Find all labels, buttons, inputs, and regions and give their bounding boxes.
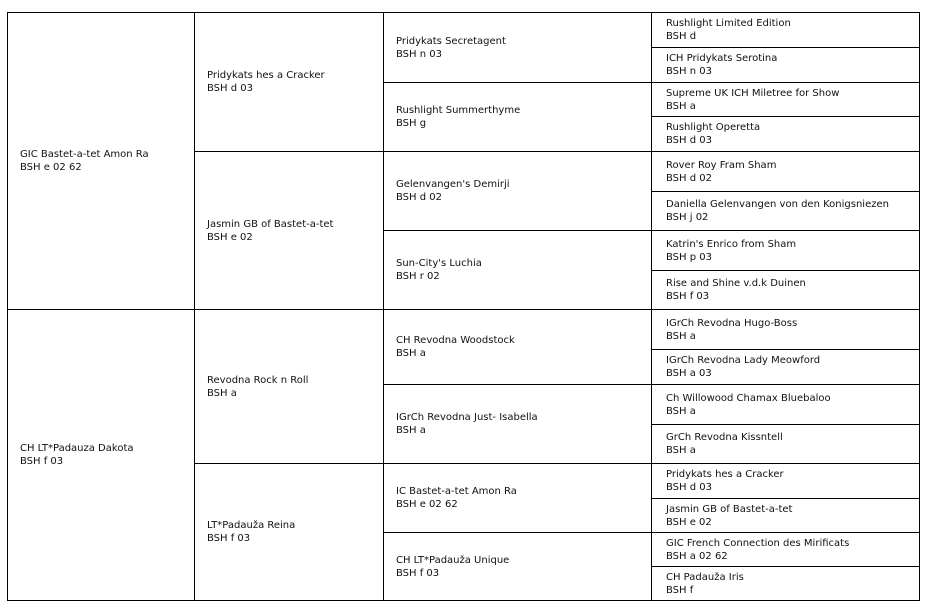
cat-name: CH Revodna Woodstock bbox=[396, 335, 515, 346]
cat-entry bbox=[396, 257, 647, 283]
breed-code: BSH d 02 bbox=[396, 192, 442, 203]
great-grandparent-cell bbox=[383, 384, 652, 464]
cat-entry bbox=[666, 277, 915, 303]
cat-name: Jasmin GB of Bastet-a-tet bbox=[207, 218, 334, 230]
great-great-grandparent-cell bbox=[651, 532, 920, 567]
breed-code: BSH f bbox=[666, 584, 694, 596]
great-grandparent-cell bbox=[383, 309, 652, 385]
grandparent-cell bbox=[194, 151, 384, 310]
grandparent-cell bbox=[194, 309, 384, 464]
cat-entry bbox=[666, 198, 915, 224]
breed-code: BSH d 03 bbox=[207, 83, 253, 94]
grandparent-cell bbox=[194, 12, 384, 152]
cat-entry bbox=[396, 485, 647, 511]
breed-code: BSH r 02 bbox=[396, 271, 440, 282]
great-grandparent-cell bbox=[383, 532, 652, 601]
cat-entry bbox=[207, 218, 379, 244]
great-great-grandparent-cell bbox=[651, 309, 920, 350]
great-grandparent-cell bbox=[383, 463, 652, 533]
breed-code: BSH n 03 bbox=[666, 66, 712, 77]
cat-name: CH Padauža Iris bbox=[666, 571, 744, 583]
cat-name: IGrCh Revodna Hugo-Boss bbox=[666, 317, 798, 329]
cat-name: Daniella Gelenvangen von den Konigsniezen bbox=[666, 199, 889, 210]
great-great-grandparent-cell bbox=[651, 191, 920, 231]
cat-entry bbox=[396, 411, 647, 437]
cat-entry bbox=[396, 554, 647, 580]
breed-code: BSH a bbox=[396, 348, 426, 359]
cat-name: Rushlight Operetta bbox=[666, 122, 761, 133]
great-grandparent-cell bbox=[383, 151, 652, 231]
cat-entry bbox=[20, 148, 190, 174]
cat-name: Rushlight Limited Edition bbox=[666, 18, 791, 29]
breed-code: BSH a bbox=[666, 100, 696, 112]
cat-name: Katrin's Enrico from Sham bbox=[666, 238, 797, 250]
breed-code: BSH d 03 bbox=[666, 482, 712, 493]
cat-name: Rise and Shine v.d.k Duinen bbox=[666, 278, 806, 289]
breed-code: BSH f 03 bbox=[666, 291, 710, 302]
breed-code: BSH p 03 bbox=[666, 251, 712, 263]
great-great-grandparent-cell bbox=[651, 566, 920, 601]
cat-name: Rushlight Summerthyme bbox=[396, 105, 521, 116]
breed-code: BSH j 02 bbox=[666, 212, 709, 223]
breed-code: BSH a bbox=[666, 445, 696, 456]
cat-entry bbox=[666, 52, 915, 78]
breed-code: BSH d 02 bbox=[666, 172, 712, 184]
great-great-grandparent-cell bbox=[651, 12, 920, 48]
cat-name: CH LT*Padauža Unique bbox=[396, 554, 510, 566]
great-great-grandparent-cell bbox=[651, 270, 920, 310]
breed-code: BSH f 03 bbox=[207, 533, 251, 544]
great-great-grandparent-cell bbox=[651, 82, 920, 117]
breed-code: BSH d bbox=[666, 31, 697, 42]
cat-entry bbox=[396, 334, 647, 360]
great-grandparent-cell bbox=[383, 82, 652, 152]
cat-name: IGrCh Revodna Just- Isabella bbox=[396, 412, 538, 423]
cat-entry bbox=[666, 503, 915, 529]
great-grandparent-cell bbox=[383, 12, 652, 83]
breed-code: BSH n 03 bbox=[396, 48, 442, 60]
breed-code: BSH d 03 bbox=[666, 135, 712, 146]
cat-entry bbox=[666, 17, 915, 43]
cat-entry bbox=[666, 431, 915, 457]
cat-name: Rover Roy Fram Sham bbox=[666, 159, 777, 171]
cat-name: Supreme UK ICH Miletree for Show bbox=[666, 87, 840, 99]
cat-name: GIC French Connection des Mirificats bbox=[666, 537, 850, 549]
parent-cell bbox=[7, 309, 195, 601]
cat-name: IGrCh Revodna Lady Meowford bbox=[666, 355, 821, 366]
breed-code: BSH a bbox=[207, 387, 237, 399]
great-great-grandparent-cell bbox=[651, 47, 920, 83]
breed-code: BSH a bbox=[666, 330, 696, 342]
breed-code: BSH a 03 bbox=[666, 368, 712, 379]
cat-entry bbox=[396, 104, 647, 130]
breed-code: BSH e 02 bbox=[666, 516, 712, 528]
cat-name: IC Bastet-a-tet Amon Ra bbox=[396, 486, 517, 497]
cat-name: Gelenvangen's Demirji bbox=[396, 179, 510, 190]
great-great-grandparent-cell bbox=[651, 116, 920, 152]
great-great-grandparent-cell bbox=[651, 463, 920, 499]
cat-entry bbox=[396, 35, 647, 61]
cat-entry bbox=[207, 69, 379, 95]
cat-entry bbox=[666, 571, 915, 597]
breed-code: BSH a 02 62 bbox=[666, 550, 728, 562]
cat-name: Pridykats hes a Cracker bbox=[666, 469, 784, 480]
breed-code: BSH e 02 bbox=[207, 231, 253, 243]
great-great-grandparent-cell bbox=[651, 349, 920, 385]
cat-name: LT*Padauža Reina bbox=[207, 520, 296, 531]
breed-code: BSH f 03 bbox=[396, 567, 440, 579]
cat-entry bbox=[666, 238, 915, 264]
cat-name: Ch Willowood Chamax Bluebaloo bbox=[666, 392, 831, 404]
cat-entry bbox=[666, 354, 915, 380]
great-great-grandparent-cell bbox=[651, 384, 920, 425]
cat-entry bbox=[207, 374, 379, 400]
cat-name: ICH Pridykats Serotina bbox=[666, 53, 778, 64]
great-great-grandparent-cell bbox=[651, 151, 920, 192]
cat-entry bbox=[666, 87, 915, 113]
cat-entry bbox=[20, 442, 190, 468]
breed-code: BSH a bbox=[666, 405, 696, 417]
cat-entry bbox=[396, 178, 647, 204]
breed-code: BSH e 02 62 bbox=[396, 499, 458, 510]
parent-cell bbox=[7, 12, 195, 310]
cat-entry bbox=[666, 468, 915, 494]
cat-name: Revodna Rock n Roll bbox=[207, 374, 309, 386]
great-great-grandparent-cell bbox=[651, 230, 920, 271]
cat-entry bbox=[666, 121, 915, 147]
cat-entry bbox=[666, 537, 915, 563]
cat-entry bbox=[666, 317, 915, 343]
cat-name: Sun-City's Luchia bbox=[396, 258, 482, 269]
grandparent-cell bbox=[194, 463, 384, 601]
cat-entry bbox=[207, 519, 379, 545]
cat-name: Pridykats hes a Cracker bbox=[207, 70, 325, 81]
cat-name: CH LT*Padauza Dakota bbox=[20, 443, 134, 454]
cat-name: Jasmin GB of Bastet-a-tet bbox=[666, 503, 793, 515]
great-grandparent-cell bbox=[383, 230, 652, 310]
great-great-grandparent-cell bbox=[651, 498, 920, 533]
breed-code: BSH a bbox=[396, 425, 426, 436]
cat-name: GIC Bastet-a-tet Amon Ra bbox=[20, 149, 149, 160]
breed-code: BSH g bbox=[396, 118, 427, 129]
cat-entry bbox=[666, 392, 915, 418]
cat-name: GrCh Revodna Kissntell bbox=[666, 432, 783, 443]
cat-entry bbox=[666, 159, 915, 185]
great-great-grandparent-cell bbox=[651, 424, 920, 464]
breed-code: BSH f 03 bbox=[20, 456, 64, 467]
cat-name: Pridykats Secretagent bbox=[396, 35, 506, 47]
breed-code: BSH e 02 62 bbox=[20, 162, 82, 173]
